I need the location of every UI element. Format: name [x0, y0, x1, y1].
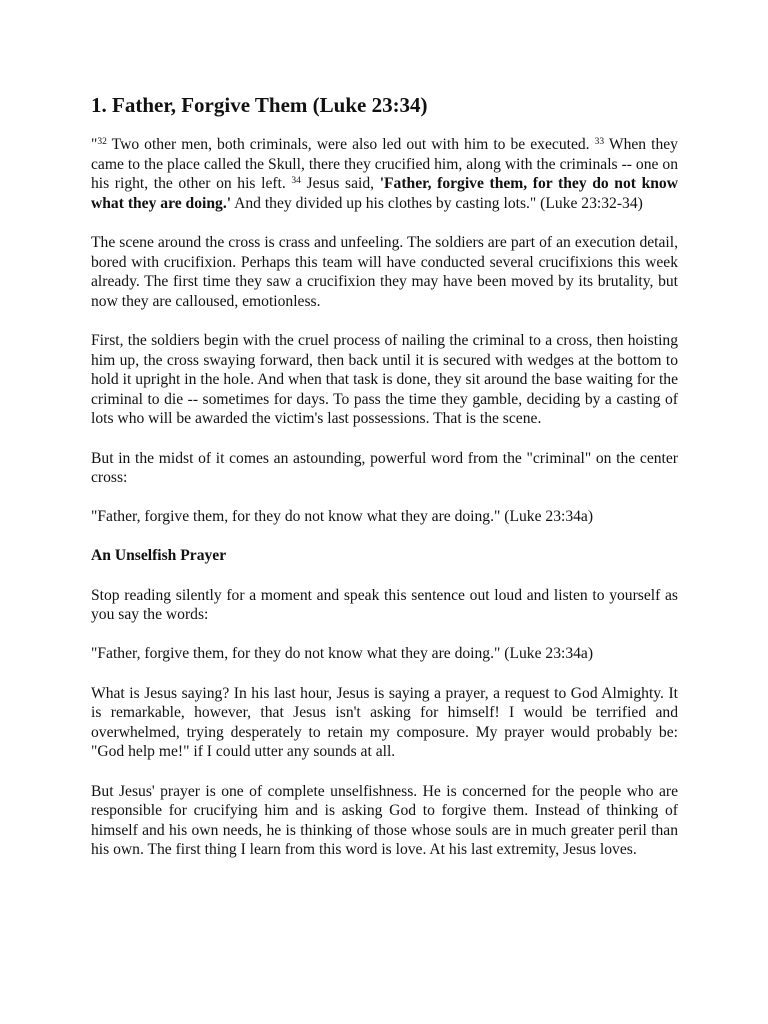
verse-text-33: When they came to the place called the Skull, there they crucified him, along with the criminals -- one on his right, the other on his left. — [91, 136, 678, 193]
paragraph-what-is-jesus-saying: What is Jesus saying? In his last hour, Jesus is saying a prayer, a request to God Almighty. It is remarkable, however, that Jesus isn't asking for himself! I would be terrified and overwhelmed, trying desperately to retain my composure. My prayer would probably be: "God help me!" if I could utter any sounds at all. — [91, 684, 678, 761]
paragraph-soldiers: First, the soldiers begin with the cruel process of nailing the criminal to a cross, then hoisting him up, the cross swaying forward, then back until it is secured with wedges at the bottom to hold it upright in the hole. And when that task is done, they sit around the base waiting for the criminal to die -- sometimes for days. To pass the time they gamble, deciding by a casting of lots who will be awarded the victim's last possessions. That is the scene. — [91, 331, 678, 428]
section-heading: An Unselfish Prayer — [91, 547, 227, 565]
paragraph-scene: The scene around the cross is crass and unfeeling. The soldiers are part of an execution detail, bored with crucifixion. Perhaps this team will have conducted several crucifixions this week already. The first time they saw a crucifixion they may have been moved by its brutality, but now they are calloused, emotionless. — [91, 233, 678, 310]
bold-quote: 'Father, forgive them, for they do not know what they are doing.' — [91, 175, 678, 212]
quote-line-1: "Father, forgive them, for they do not know what they are doing." (Luke 23:34a) — [91, 508, 594, 526]
verse-number-32: 32 — [97, 137, 107, 147]
verse-number-33: 33 — [594, 137, 605, 147]
scripture-passage — [91, 135, 678, 213]
document-page — [91, 92, 678, 880]
verse-text-34: Jesus said, — [300, 175, 380, 193]
open-quote: " — [91, 136, 98, 153]
paragraph-read-aloud: Stop reading silently for a moment and speak this sentence out loud and listen to yourself as you say the words: — [91, 586, 678, 624]
verse-number-34: 34 — [291, 176, 301, 187]
paragraph-astounding-word: But in the midst of it comes an astounding, powerful word from the "criminal" on the center cross: — [91, 449, 678, 487]
page-title: 1. Father, Forgive Them (Luke 23:34) — [91, 93, 428, 117]
quote-line-2: "Father, forgive them, for they do not know what they are doing." (Luke 23:34a) — [91, 645, 594, 663]
paragraph-unselfishness: But Jesus' prayer is one of complete unselfishness. He is concerned for the people who are responsible for crucifying him and is asking God to forgive them. Instead of thinking of himself and his own needs, he is thinking of those whose souls are in much greater peril than his own. The first thing I learn from this word is love. At his last extremity, Jesus loves. — [91, 782, 678, 859]
verse-text-end: And they divided up his clothes by casting lots." (Luke 23:32-34) — [231, 194, 643, 212]
verse-text-32: Two other men, both criminals, were also led out with him to be executed. — [106, 136, 595, 153]
